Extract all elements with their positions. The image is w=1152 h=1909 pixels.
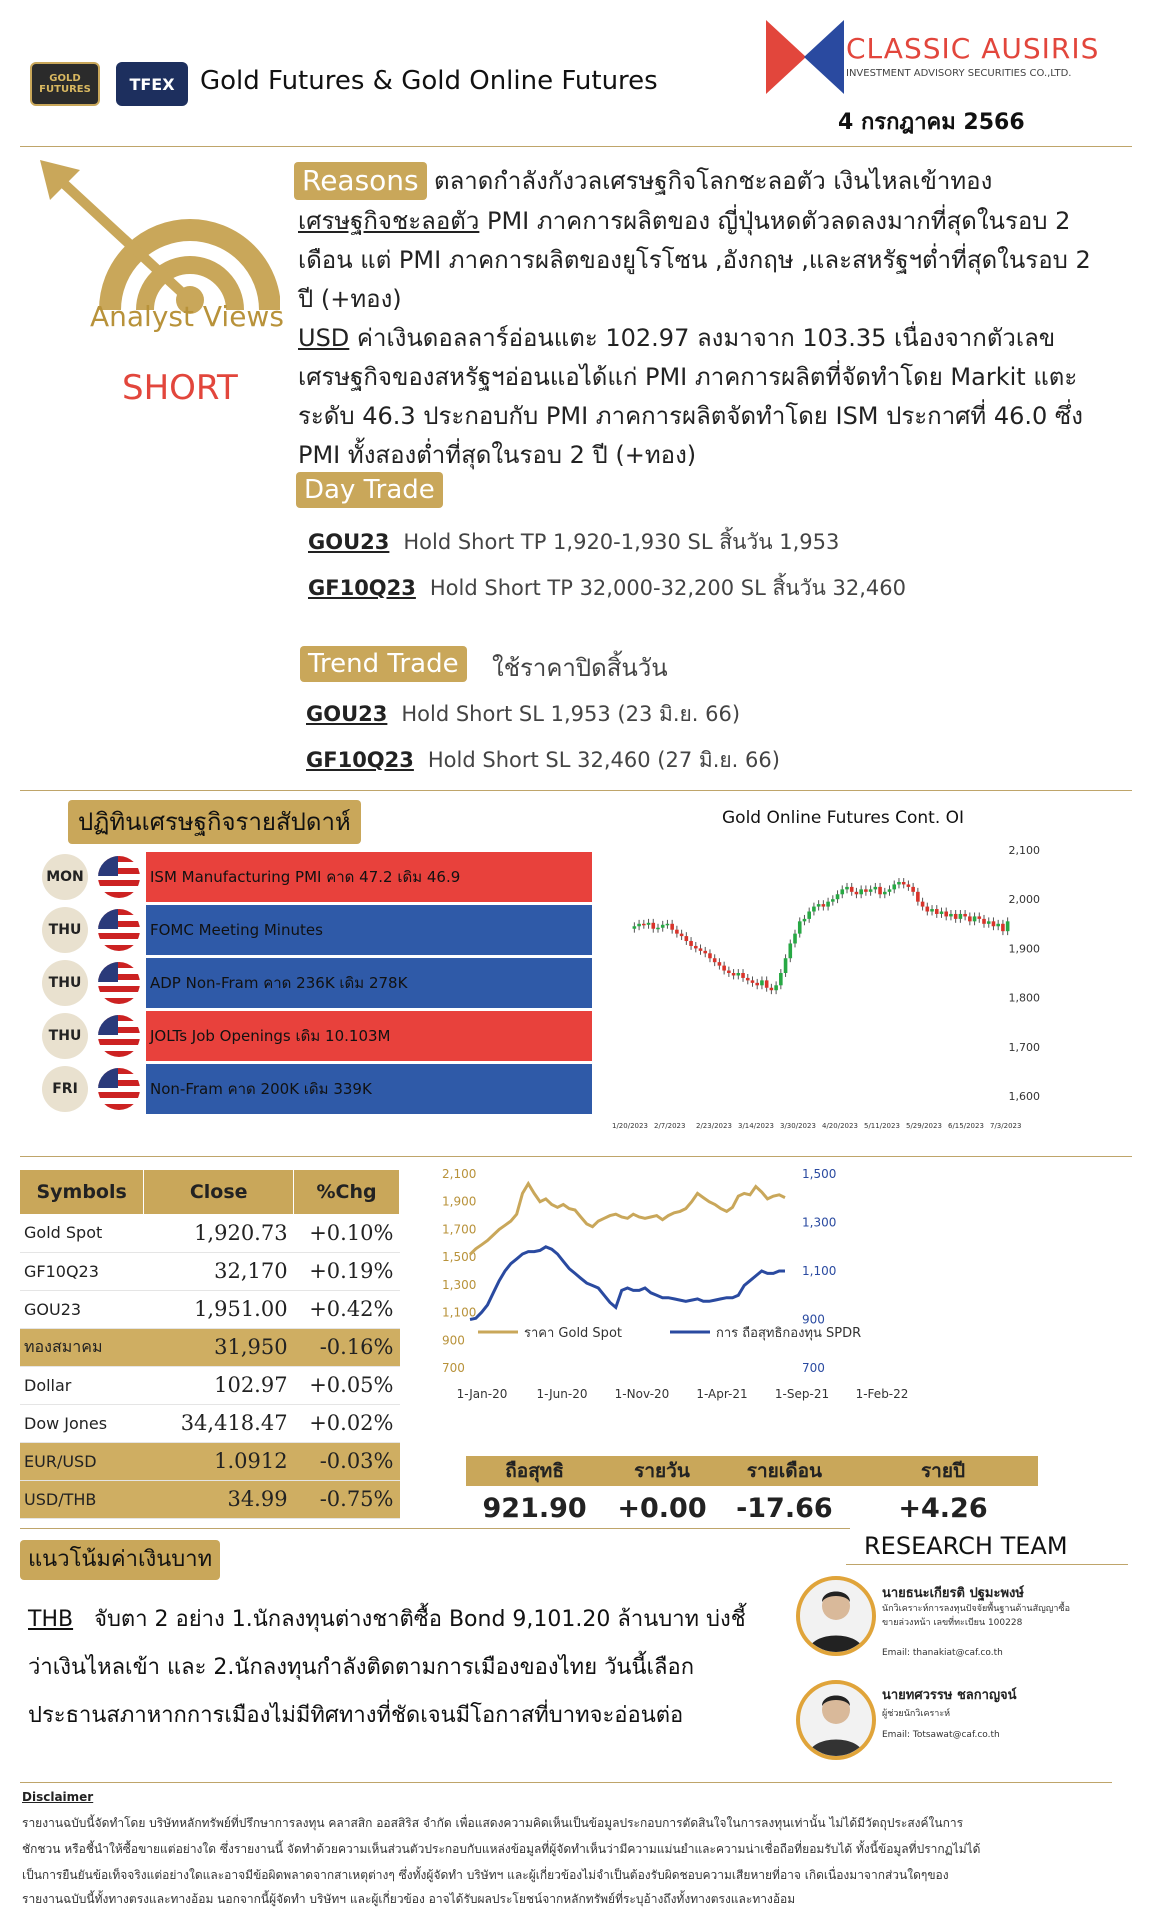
candle — [788, 943, 792, 958]
x-tick-label: 5/11/2023 — [864, 1122, 900, 1130]
baht-lead: THB — [28, 1607, 74, 1632]
candle — [940, 912, 944, 914]
calendar-title: ปฏิทินเศรษฐกิจรายสัปดาห์ — [68, 800, 361, 844]
x-tick-label: 2/7/2023 — [654, 1122, 686, 1130]
candle — [817, 904, 821, 906]
us-flag-icon — [98, 1015, 140, 1057]
candle — [642, 924, 646, 926]
x-tick-label: 6/15/2023 — [948, 1122, 984, 1130]
left-axis-tick: 1,300 — [442, 1277, 477, 1292]
candle — [637, 924, 641, 926]
candle — [685, 936, 689, 941]
day-trade-row: GOU23 Hold Short TP 1,920-1,930 SL สิ้นวัน 1,953 — [308, 530, 840, 554]
reason-lead-economy: เศรษฐกิจชะลอตัว — [298, 207, 480, 235]
candle — [779, 973, 783, 985]
table-row — [20, 1328, 400, 1366]
candle — [732, 973, 736, 975]
candle — [822, 904, 826, 906]
right-axis-tick: 1,300 — [802, 1215, 837, 1230]
candle — [892, 884, 896, 889]
trend-trade-note: ใช้ราคาปิดสิ้นวัน — [492, 654, 668, 682]
symbol-cell: Gold Spot — [20, 1214, 144, 1252]
gold-futures-logo: GOLD FUTURES — [30, 62, 100, 106]
section-divider — [20, 1528, 850, 1529]
candle — [963, 914, 967, 916]
oi-chart-title: Gold Online Futures Cont. OI — [722, 808, 965, 828]
us-flag-icon — [98, 1068, 140, 1110]
chg-cell: -0.03% — [294, 1442, 400, 1480]
candle — [807, 912, 811, 919]
researcher-email: Email: thanakiat@caf.co.th — [882, 1648, 1003, 1658]
left-axis-tick: 1,500 — [442, 1250, 477, 1265]
candle — [722, 966, 726, 971]
reason-lead-usd: USD — [298, 324, 350, 352]
candle — [680, 934, 684, 936]
hold-header: รายปี — [848, 1456, 1038, 1486]
close-cell: 102.97 — [144, 1366, 294, 1404]
candle — [633, 926, 637, 928]
candle — [1006, 921, 1010, 931]
candle — [765, 980, 769, 987]
reasons-intro: ตลาดกำลังกังวลเศรษฐกิจโลกชะลอตัว เงินไหลเข้าทอง — [434, 167, 993, 195]
candle — [911, 887, 915, 892]
table-row — [20, 1366, 400, 1404]
col-chg: %Chg — [294, 1170, 400, 1214]
candle — [869, 889, 873, 891]
close-cell: 34.99 — [144, 1480, 294, 1518]
candle — [921, 902, 925, 907]
target-icon — [40, 160, 280, 320]
candle — [689, 941, 693, 946]
reason-line: ระดับ 46.3 ประกอบกับ PMI ภาคการผลิตจัดทำโดย ISM ประกาศที่ 46.0 ซึ่ง — [298, 402, 1083, 430]
page-title: Gold Futures & Gold Online Futures — [200, 66, 658, 96]
candle — [770, 988, 774, 990]
candle — [907, 884, 911, 886]
event-text: ISM Manufacturing PMI คาด 47.2 เดิม 46.9 — [146, 852, 592, 902]
close-cell: 1,951.00 — [144, 1290, 294, 1328]
calendar-event — [42, 1064, 592, 1114]
disclaimer-line: รายงานฉบับนี้จัดทำโดย บริษัทหลักทรัพย์ที่ปรึกษาการลงทุน คลาสสิก ออสสิริส จำกัด เพื่อแสดงความคิดเห็นเป็นข้อมูลประกอบการตัดสินใจในการลงทุนเท่านั้น ไม่ได้มีวัตถุประสงค์ในการ — [22, 1816, 964, 1830]
trend-trade-row: GOU23 Hold Short SL 1,953 (23 มิ.ย. 66) — [306, 702, 741, 726]
candle — [859, 889, 863, 894]
x-tick-label: 3/30/2023 — [780, 1122, 816, 1130]
close-cell: 34,418.47 — [144, 1404, 294, 1442]
hold-value: +4.26 — [898, 1492, 988, 1524]
candle — [897, 882, 901, 884]
candle — [982, 919, 986, 924]
event-day: THU — [42, 1013, 88, 1059]
us-flag-icon — [98, 962, 140, 1004]
disclaimer-line: เป็นการยืนยันข้อเท็จจริงแต่อย่างใดและอาจมีข้อผิดพลาดจากสาเหตุต่างๆ ซึ่งทั้งผู้จัดทำ บริษัทฯ และผู้เกี่ยวข้องไม่จำเป็นต้องรับผิดชอบความเสียหายที่อาจ เกิดเนื่องมาจากส่วนใดๆของ — [22, 1868, 949, 1882]
candle — [926, 907, 930, 912]
x-axis-label: 1-Feb-22 — [855, 1387, 909, 1401]
x-tick-label: 2/23/2023 — [696, 1122, 732, 1130]
legend-label: การ ถือสุทธิกองทุน SPDR — [716, 1326, 862, 1341]
us-flag-icon — [98, 909, 140, 951]
candle — [737, 973, 741, 975]
left-axis-tick: 1,700 — [442, 1222, 477, 1237]
candle — [760, 980, 764, 985]
analyst-views-label: Analyst Views — [90, 300, 284, 333]
reason-line: เศรษฐกิจของสหรัฐฯอ่อนแอได้แก่ PMI ภาคการผลิตที่จัดทำโดย Markit แตะ — [298, 363, 1078, 391]
header-divider — [20, 146, 1132, 147]
candle — [755, 983, 759, 985]
candle — [977, 916, 981, 918]
hold-header: รายเดือน — [721, 1456, 848, 1486]
brand-name: CLASSIC AUSIRIS — [846, 32, 1100, 65]
table-row — [20, 1480, 400, 1518]
spdr-holdings-table — [466, 1456, 1038, 1530]
research-divider — [846, 1564, 1128, 1565]
candle — [675, 930, 679, 934]
candle — [855, 892, 859, 894]
disclaimer-title: Disclaimer — [22, 1790, 94, 1804]
candle — [666, 924, 670, 926]
researcher-email: Email: Totsawat@caf.co.th — [882, 1730, 1000, 1740]
reason-line: PMI ทั้งสองต่ำที่สุดในรอบ 2 ปี (+ทอง) — [298, 441, 697, 469]
x-axis-label: 1-Nov-20 — [614, 1387, 670, 1401]
symbol-cell: ทองสมาคม — [20, 1328, 144, 1366]
gold-spdr-chart — [440, 1162, 1040, 1438]
section-divider — [20, 1156, 1132, 1157]
y-tick-label: 1,700 — [1008, 1040, 1040, 1054]
candle — [741, 973, 745, 978]
candle — [703, 951, 707, 953]
event-day: THU — [42, 907, 88, 953]
candle — [996, 924, 1000, 926]
right-axis-tick: 1,500 — [802, 1167, 837, 1181]
candle — [1001, 924, 1005, 931]
reasons-tag: Reasons — [294, 162, 427, 200]
left-axis-tick: 900 — [442, 1333, 465, 1348]
close-cell: 32,170 — [144, 1252, 294, 1290]
day-trade-row: GF10Q23 Hold Short TP 32,000-32,200 SL สิ้นวัน 32,460 — [308, 576, 906, 600]
candle — [874, 887, 878, 889]
y-tick-label: 1,600 — [1008, 1090, 1040, 1103]
series-line — [470, 1184, 785, 1255]
baht-line: จับตา 2 อย่าง 1.นักลงทุนต่างชาติซื้อ Bond 9,101.20 ล้านบาท บ่งชี้ — [94, 1607, 746, 1632]
calendar-event — [42, 958, 592, 1008]
disclaimer-line: รายงานฉบับนี้ทั้งทางตรงและทางอ้อม นอกจากนี้ผู้จัดทำ บริษัทฯ และผู้เกี่ยวข้อง อาจได้รับผลประโยชน์จากหลักทรัพย์ที่ระบุอ้างถึงทั้งทางตรงและทางอ้อม — [22, 1892, 796, 1906]
symbol-cell: GF10Q23 — [20, 1252, 144, 1290]
calendar-event — [42, 905, 592, 955]
tfex-logo: TFEX — [116, 62, 188, 106]
chg-cell: -0.16% — [294, 1328, 400, 1366]
section-divider — [20, 790, 1132, 791]
event-text: ADP Non-Fram คาด 236K เดิม 278K — [146, 958, 592, 1008]
candle — [694, 946, 698, 948]
candle — [987, 921, 991, 923]
price-table — [20, 1170, 400, 1519]
legend-label: ราคา Gold Spot — [524, 1326, 622, 1341]
x-tick-label: 4/20/2023 — [822, 1122, 858, 1130]
candle — [883, 892, 887, 894]
avatar — [796, 1576, 876, 1656]
table-row — [20, 1252, 400, 1290]
calendar-event — [42, 1011, 592, 1061]
candle — [812, 907, 816, 912]
symbol-cell: Dow Jones — [20, 1404, 144, 1442]
x-axis-label: 1-Sep-21 — [774, 1387, 830, 1401]
candle — [751, 980, 755, 982]
candle — [718, 962, 722, 965]
left-axis-tick: 700 — [442, 1361, 465, 1375]
x-tick-label: 1/20/2023 — [612, 1122, 648, 1130]
symbol-cell: GOU23 — [20, 1290, 144, 1328]
x-axis-label: 1-Apr-21 — [696, 1387, 748, 1401]
symbol-cell: EUR/USD — [20, 1442, 144, 1480]
symbol-cell: USD/THB — [20, 1480, 144, 1518]
candle — [727, 971, 731, 973]
candle — [878, 887, 882, 894]
event-day: MON — [42, 854, 88, 900]
candle — [656, 928, 660, 930]
position-short: SHORT — [122, 368, 238, 408]
right-axis-tick: 1,100 — [802, 1264, 837, 1278]
x-tick-label: 7/3/2023 — [990, 1122, 1022, 1130]
y-tick-label: 2,000 — [1008, 893, 1040, 907]
candle — [930, 909, 934, 911]
candle — [793, 934, 797, 944]
disclaimer-line: ชักชวน หรือชี้นำให้ซื้อขายแต่อย่างใด ซึ่งรายงานนี้ จัดทำด้วยความเห็นส่วนตัวประกอบกับแหล่งข้อมูลที่ผู้จัดทำเห็นว่ามีความแม่นยำและความน่าเชื่อถือที่ยอมรับได้ ทั้งนี้ข้อมูลที่ปรากฏไม่ได้ — [22, 1842, 981, 1856]
report-date: 4 กรกฎาคม 2566 — [838, 110, 1025, 135]
day-trade-tag: Day Trade — [296, 472, 443, 508]
researcher-name: นายทศวรรษ ชลกาญจน์ — [882, 1688, 1017, 1703]
hold-value: -17.66 — [736, 1492, 833, 1524]
baht-line: ประธานสภาหากการเมืองไม่มีทิศทางที่ชัดเจนมีโอกาสที่บาทจะอ่อนต่อ — [28, 1703, 684, 1728]
candle — [826, 902, 830, 907]
chg-cell: +0.19% — [294, 1252, 400, 1290]
close-cell: 1,920.73 — [144, 1214, 294, 1252]
candle — [850, 887, 854, 892]
candle — [864, 889, 868, 891]
candle — [661, 925, 665, 928]
right-axis-tick: 700 — [802, 1361, 825, 1375]
chg-cell: +0.10% — [294, 1214, 400, 1252]
candle — [888, 889, 892, 891]
candle — [973, 916, 977, 921]
col-close: Close — [144, 1170, 294, 1214]
candle — [902, 882, 906, 884]
baht-trend-tag: แนวโน้มค่าเงินบาท — [20, 1540, 220, 1580]
candle — [916, 892, 920, 902]
candle — [798, 921, 802, 933]
candle — [845, 887, 849, 889]
col-symbols: Symbols — [20, 1170, 144, 1214]
event-text: JOLTs Job Openings เดิม 10.103M — [146, 1011, 592, 1061]
chg-cell: +0.02% — [294, 1404, 400, 1442]
candle — [651, 923, 655, 929]
candle — [959, 914, 963, 919]
y-tick-label: 1,800 — [1008, 991, 1040, 1005]
candle — [746, 978, 750, 980]
event-day: FRI — [42, 1066, 88, 1112]
baht-line: ว่าเงินไหลเข้า และ 2.นักลงทุนกำลังติดตามการเมืองของไทย วันนี้เลือก — [28, 1655, 695, 1680]
table-row — [20, 1214, 400, 1252]
reason-line: ปี (+ทอง) — [298, 285, 402, 313]
event-text: Non-Fram คาด 200K เดิม 339K — [146, 1064, 592, 1114]
x-axis-label: 1-Jun-20 — [536, 1387, 588, 1401]
candle — [831, 899, 835, 901]
candle — [708, 953, 712, 958]
reason-line: PMI ภาคการผลิตของ ญี่ปุ่นหดตัวลดลงมากที่สุดในรอบ 2 — [487, 207, 1071, 235]
candle — [836, 894, 840, 899]
candle — [954, 914, 958, 919]
chg-cell: -0.75% — [294, 1480, 400, 1518]
hold-header: รายวัน — [603, 1456, 721, 1486]
x-axis-label: 1-Jan-20 — [456, 1387, 508, 1401]
trend-trade-row: GF10Q23 Hold Short SL 32,460 (27 มิ.ย. 66) — [306, 748, 780, 772]
chg-cell: +0.05% — [294, 1366, 400, 1404]
researcher-role: นักวิเคราะห์การลงทุนปัจจัยพื้นฐานด้านสัญญาซื้อขายล่วงหน้า เลขที่ทะเบียน 100228 — [882, 1604, 1070, 1628]
hold-value: +0.00 — [617, 1492, 707, 1524]
table-row — [20, 1290, 400, 1328]
x-tick-label: 3/14/2023 — [738, 1122, 774, 1130]
table-row — [20, 1404, 400, 1442]
y-tick-label: 1,900 — [1008, 942, 1040, 956]
left-axis-tick: 2,100 — [442, 1167, 477, 1181]
table-row — [20, 1442, 400, 1480]
close-cell: 1.0912 — [144, 1442, 294, 1480]
y-tick-label: 2,100 — [1008, 844, 1040, 857]
reason-line: เดือน แต่ PMI ภาคการผลิตของยูโรโซน ,อังกฤษ ,และสหรัฐฯต่ำที่สุดในรอบ 2 — [298, 246, 1091, 274]
hold-header: ถือสุทธิ — [466, 1456, 603, 1486]
trend-trade-tag: Trend Trade — [300, 646, 467, 682]
close-cell: 31,950 — [144, 1328, 294, 1366]
hold-value: 921.90 — [482, 1492, 587, 1524]
researcher-role: ผู้ช่วยนักวิเคราะห์ — [882, 1709, 951, 1719]
calendar-event — [42, 852, 592, 902]
candle — [992, 921, 996, 926]
research-team-title: RESEARCH TEAM — [864, 1532, 1068, 1560]
reasons-body — [298, 202, 1144, 475]
candle — [670, 924, 674, 930]
candle — [944, 912, 948, 917]
symbol-cell: Dollar — [20, 1366, 144, 1404]
left-axis-tick: 1,900 — [442, 1194, 477, 1209]
candle — [713, 958, 717, 962]
candle — [803, 919, 807, 921]
candle — [949, 914, 953, 916]
us-flag-icon — [98, 856, 140, 898]
candle — [774, 985, 778, 990]
candle — [968, 916, 972, 921]
event-day: THU — [42, 960, 88, 1006]
candle — [699, 948, 703, 950]
baht-body — [28, 1596, 788, 1740]
chg-cell: +0.42% — [294, 1290, 400, 1328]
oi-candlestick-chart — [610, 830, 1050, 1140]
reason-line: ค่าเงินดอลลาร์อ่อนแตะ 102.97 ลงมาจาก 103.35 เนื่องจากตัวเลข — [356, 324, 1056, 352]
series-line — [470, 1247, 785, 1320]
candle — [647, 923, 651, 925]
avatar — [796, 1680, 876, 1760]
candle — [784, 958, 788, 973]
event-text: FOMC Meeting Minutes — [146, 905, 592, 955]
candle — [840, 889, 844, 894]
brand-subtitle: INVESTMENT ADVISORY SECURITIES CO.,LTD. — [846, 68, 1072, 79]
candle — [935, 909, 939, 914]
right-axis-tick: 900 — [802, 1312, 825, 1327]
researcher-name: นายธนะเกียรติ ปฐมะพงษ์ — [882, 1586, 1024, 1601]
classic-ausiris-logo-icon — [766, 20, 844, 94]
footer-divider — [20, 1782, 1112, 1783]
x-tick-label: 5/29/2023 — [906, 1122, 942, 1130]
left-axis-tick: 1,100 — [442, 1305, 477, 1320]
